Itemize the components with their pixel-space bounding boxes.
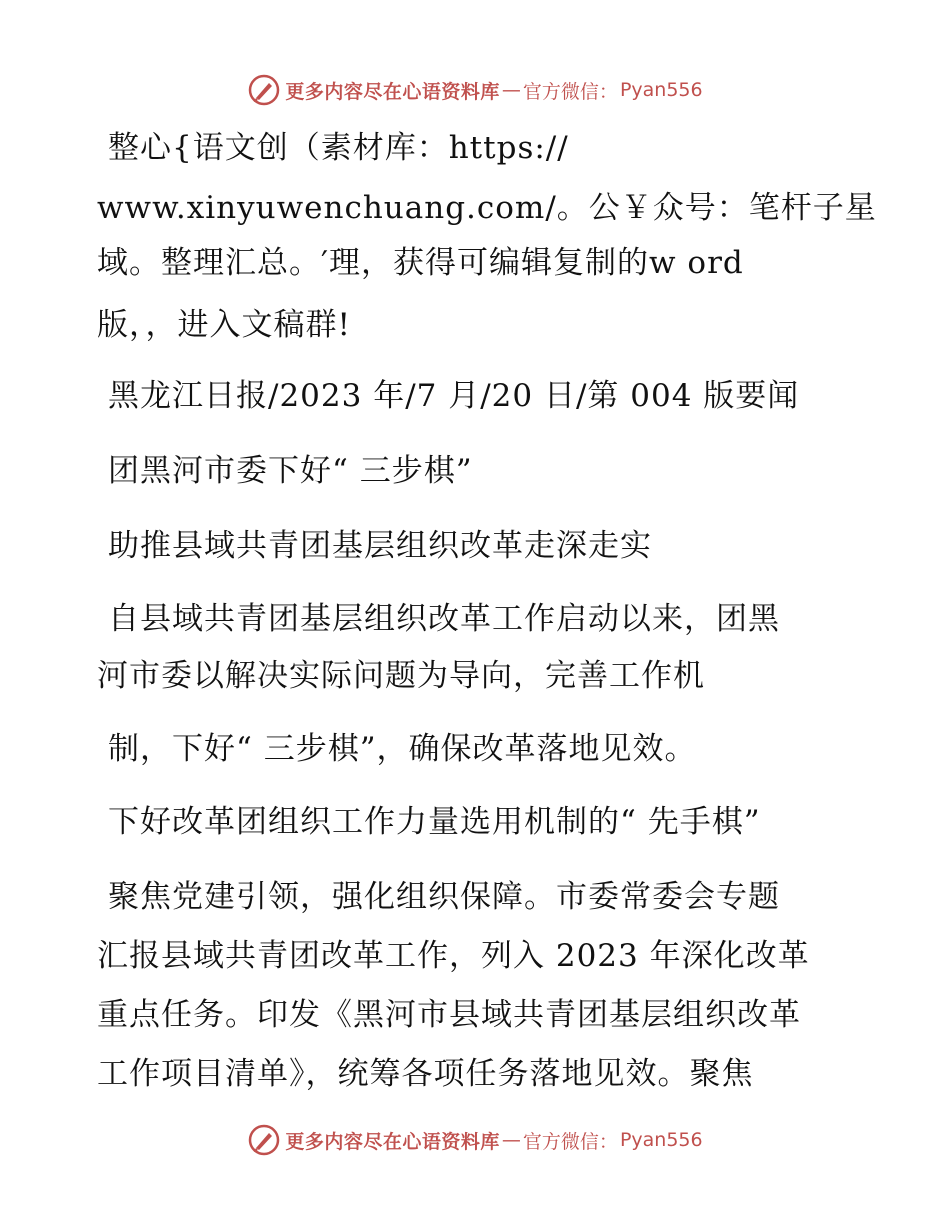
header-watermark [0, 70, 950, 110]
watermark-id: Pyan556 [619, 79, 703, 101]
watermark-text: 更多内容尽在心语资料库 [285, 80, 500, 103]
watermark-id: Pyan556 [619, 1129, 703, 1151]
intro-line-1: 整心{语文创（素材库：https:// [108, 130, 569, 166]
article-title-2: 助推县域共青团基层组织改革走深走实 [108, 528, 652, 564]
watermark-separator: — [501, 1129, 521, 1151]
watermark-tail: 官方微信： [522, 80, 618, 103]
paragraph-1-line-1: 自县域共青团基层组织改革工作启动以来，团黑 [108, 601, 780, 637]
intro-line-4: 版，，进入文稿群! [97, 307, 351, 343]
paragraph-1-line-2: 河市委以解决实际问题为导向，完善工作机 [97, 658, 705, 694]
footer-watermark [0, 1120, 950, 1160]
paragraph-2-line-1: 聚焦党建引领，强化组织保障。市委常委会专题 [108, 879, 780, 915]
paragraph-2-line-4: 工作项目清单》，统筹各项任务落地见效。聚焦 [97, 1056, 754, 1092]
article-title-1: 团黑河市委下好“ 三步棋” [108, 453, 473, 489]
watermark-text: 更多内容尽在心语资料库 [285, 1130, 500, 1153]
intro-line-2: www.xinyuwenchuang.com/。公￥众号：笔杆子星 [97, 190, 877, 226]
paragraph-2-line-2: 汇报县域共青团改革工作，列入 2023 年深化改革 [97, 938, 810, 974]
section-heading-1: 下好改革团组织工作力量选用机制的“ 先手棋” [108, 804, 761, 840]
pen-logo-icon [247, 1123, 281, 1157]
intro-line-3: 域。整理汇总。′理，获得可编辑复制的w ord [97, 245, 744, 281]
paragraph-1-line-3: 制，下好“ 三步棋”，确保改革落地见效。 [108, 731, 697, 767]
pen-logo-icon [247, 73, 281, 107]
paragraph-2-line-3: 重点任务。印发《黑河市县域共青团基层组织改革 [97, 997, 801, 1033]
watermark-separator: — [501, 79, 521, 101]
watermark-tail: 官方微信： [522, 1130, 618, 1153]
article-source: 黑龙江日报/2023 年/7 月/20 日/第 004 版要闻 [108, 378, 800, 414]
